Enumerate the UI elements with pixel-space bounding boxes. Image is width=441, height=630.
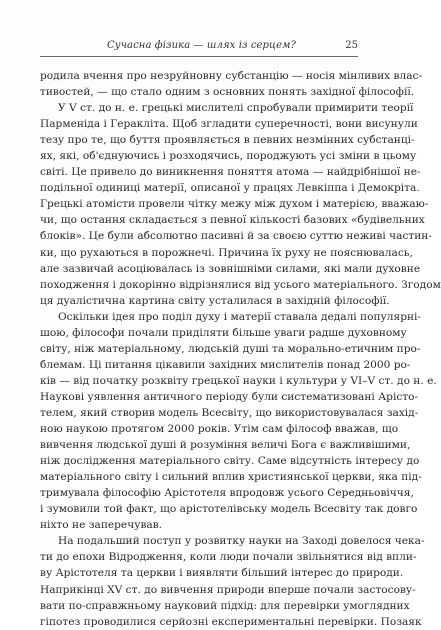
text-line: шою, філософи почали приділяти більше уваги радше духовному — [40, 326, 407, 339]
text-line: подільної одиниці матерії, описаної у працях Левкіппа і Демокріта. — [40, 182, 420, 195]
text-line: ву Арістотеля та церкви і виявляти більший інтерес до природи. — [40, 567, 404, 580]
text-line: Оскільки ідея про поділ духу і матерії ставала дедалі популярні- — [58, 310, 422, 323]
text-line: ти до епохи Відродження, коли люди почали звільнятися від впли- — [40, 551, 417, 564]
text-line: ніж дослідження матеріального світу. Саме відсутність інтересу до — [40, 455, 420, 468]
text-line: ях, які, об'єднуючись і розходячись, породжують усі зміни в цьому — [40, 150, 417, 163]
text-line: тезу про те, що буття проявляється в певних незмінних субстанці- — [40, 134, 415, 147]
text-line: і зумовили той факт, що арістотелівську модель Всесвіту так довго — [40, 503, 418, 516]
text-line: На подальший поступ у розвитку науки на Заході довелося чека- — [58, 535, 425, 548]
text-line: вати по-справжньому науковий підхід: для перевірки умоглядних — [40, 599, 410, 612]
text-line: ків — від початку розквіту грецької науки і культури у VI–V ст. до н. е. — [40, 374, 437, 387]
text-line: гіпотез проводилися серйозні експериментальні перевірки. Позаяк — [40, 615, 422, 628]
text-line: походження і докорінно відрізнялися від усього матеріального. Згодом — [40, 278, 441, 291]
running-header — [40, 40, 358, 57]
text-line: У V ст. до н. е. грецькі мислителі спробували примирити теорії — [58, 102, 414, 115]
text-line: тримувала філософію Арістотеля впродовж усього Середньовіччя, — [40, 487, 414, 500]
body-text — [40, 68, 441, 630]
text-line: Парменіда і Геракліта. Щоб згладити суперечності, вони висунули — [40, 118, 418, 131]
text-line: світі. Це привело до виникнення поняття атома — найдрібнішої не- — [40, 166, 421, 179]
text-line: світу, ніж матеріальному, людській душі та морально-етичним про- — [40, 342, 421, 355]
text-line: матеріального світу і сильний вплив християнської церкви, яка під- — [40, 471, 422, 484]
text-line: ніхто не заперечував. — [40, 519, 163, 532]
text-line: телем, який створив модель Всесвіту, що використовувалася захід- — [40, 406, 419, 419]
text-line: родила вчення про незруйновну субстанцію — носія мінливих влас- — [40, 70, 423, 82]
text-line: блемам. Ці питання цікавили західних мислителів понад 2000 ро- — [40, 358, 411, 371]
text-line: ки, що рухаються в порожнечі. Причина їх руху не пояснювалась, — [40, 246, 413, 259]
text-line: тивостей, — що стало одним з основних понять західної філософії. — [40, 86, 415, 99]
text-line: блоків». Це були абсолютно пасивні й за своєю суттю неживі частин- — [40, 230, 432, 243]
text-line: чи, що остання складається з певної кількості базових «будівельних — [40, 214, 425, 227]
text-line: але зазвичай асоціювалась із зовнішніми силами, які мали духовне — [40, 262, 421, 275]
running-title: Сучасна фізика — шлях із серцем? — [107, 40, 296, 51]
text-line: ця дуалістична картина світу усталилася в західній філософії. — [40, 294, 390, 307]
text-line: вивчення людської душі й розуміння величі Бога є важливішими, — [40, 439, 411, 452]
text-line: ною наукою протягом 2000 років. Утім сам філософ вважав, що — [40, 423, 399, 436]
page-number: 25 — [345, 40, 358, 51]
text-line: Наприкінці XV ст. до вивчення природи вперше почали застосову- — [40, 583, 416, 596]
text-line: Грецькі атомісти провели чітку межу між духом і матерією, вважаю- — [40, 198, 429, 211]
text-line: Наукові уявлення античного періоду були систематизовані Арісто- — [40, 390, 419, 403]
